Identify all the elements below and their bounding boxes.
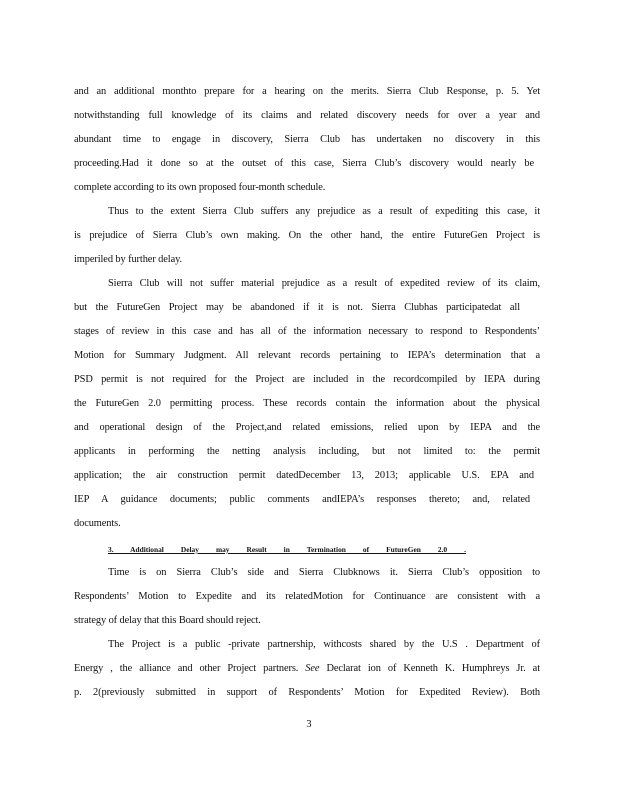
- paragraph-5-line-2-end: Declarat ion of Kenneth K. Humphreys Jr. at: [326, 663, 540, 674]
- paragraph-1-line-5: complete according to its own proposed four-month schedule.: [74, 182, 326, 193]
- section-heading: 3. Additional Delay may Result in Termination of FutureGen 2.0 .: [108, 545, 466, 554]
- paragraph-3-line-3: stages of review in this case and has all of the information necessary to respond to Respondents’: [74, 326, 540, 337]
- paragraph-4-line-3: strategy of delay that this Board should reject.: [74, 615, 261, 626]
- paragraph-5-line-2-start: Energy , the alliance and other Project partners.: [74, 663, 299, 674]
- paragraph-4-line-2: Respondents’ Motion to Expedite and its relatedMotion for Continuance are consistent with a: [74, 591, 540, 602]
- paragraph-3-line-2: but the FutureGen Project may be abandoned if it is not. Sierra Clubhas participatedat all: [74, 302, 520, 313]
- paragraph-4-line-1: Time is on Sierra Club’s side and Sierra Clubknows it. Sierra Club’s opposition to: [108, 567, 540, 578]
- paragraph-3-line-6: the FutureGen 2.0 permitting process. These records contain the information about the physical: [74, 398, 540, 409]
- paragraph-3-line-7: and operational design of the Project,and related emissions, relied upon by IEPA and the: [74, 422, 540, 433]
- paragraph-5-line-2: [74, 662, 540, 676]
- paragraph-2-line-1: Thus to the extent Sierra Club suffers any prejudice as a result of expediting this case, it: [108, 206, 540, 217]
- paragraph-3-line-1: Sierra Club will not suffer material prejudice as a result of expedited review of its claim,: [108, 278, 540, 289]
- paragraph-2-line-2: is prejudice of Sierra Club’s own making. On the other hand, the entire FutureGen Project is: [74, 230, 540, 241]
- paragraph-1-line-3: abundant time to engage in discovery, Sierra Club has undertaken no discovery in this: [74, 134, 540, 145]
- citation-signal: See: [305, 663, 320, 674]
- paragraph-3-line-4: Motion for Summary Judgment. All relevant records pertaining to IEPA’s determination that a: [74, 350, 540, 361]
- paragraph-1-line-2: notwithstanding full knowledge of its claims and related discovery needs for over a year and: [74, 110, 540, 121]
- paragraph-3-line-8: applicants in performing the netting analysis including, but not limited to: the permit: [74, 446, 540, 457]
- paragraph-5-line-3: p. 2(previously submitted in support of Respondents’ Motion for Expedited Review). Both: [74, 687, 540, 698]
- page-number: 3: [306, 719, 312, 730]
- paragraph-5-line-1: The Project is a public -private partnership, withcosts shared by the U.S . Department of: [108, 639, 540, 650]
- paragraph-1-line-1: and an additional monthto prepare for a hearing on the merits. Sierra Club Response, p. 5. Yet: [74, 86, 540, 97]
- paragraph-1-line-4: proceeding.Had it done so at the outset of this case, Sierra Club’s discovery would nearly be: [74, 158, 534, 169]
- paragraph-2-line-3: imperiled by further delay.: [74, 254, 182, 265]
- paragraph-3-line-5: PSD permit is not required for the Project are included in the recordcompiled by IEPA during: [74, 374, 540, 385]
- paragraph-3-line-9: application; the air construction permit datedDecember 13, 2013; applicable U.S. EPA and: [74, 470, 534, 481]
- paragraph-3-line-10: IEP A guidance documents; public comments andIEPA’s responses thereto; and, related: [74, 494, 530, 505]
- paragraph-3-line-11: documents.: [74, 518, 121, 529]
